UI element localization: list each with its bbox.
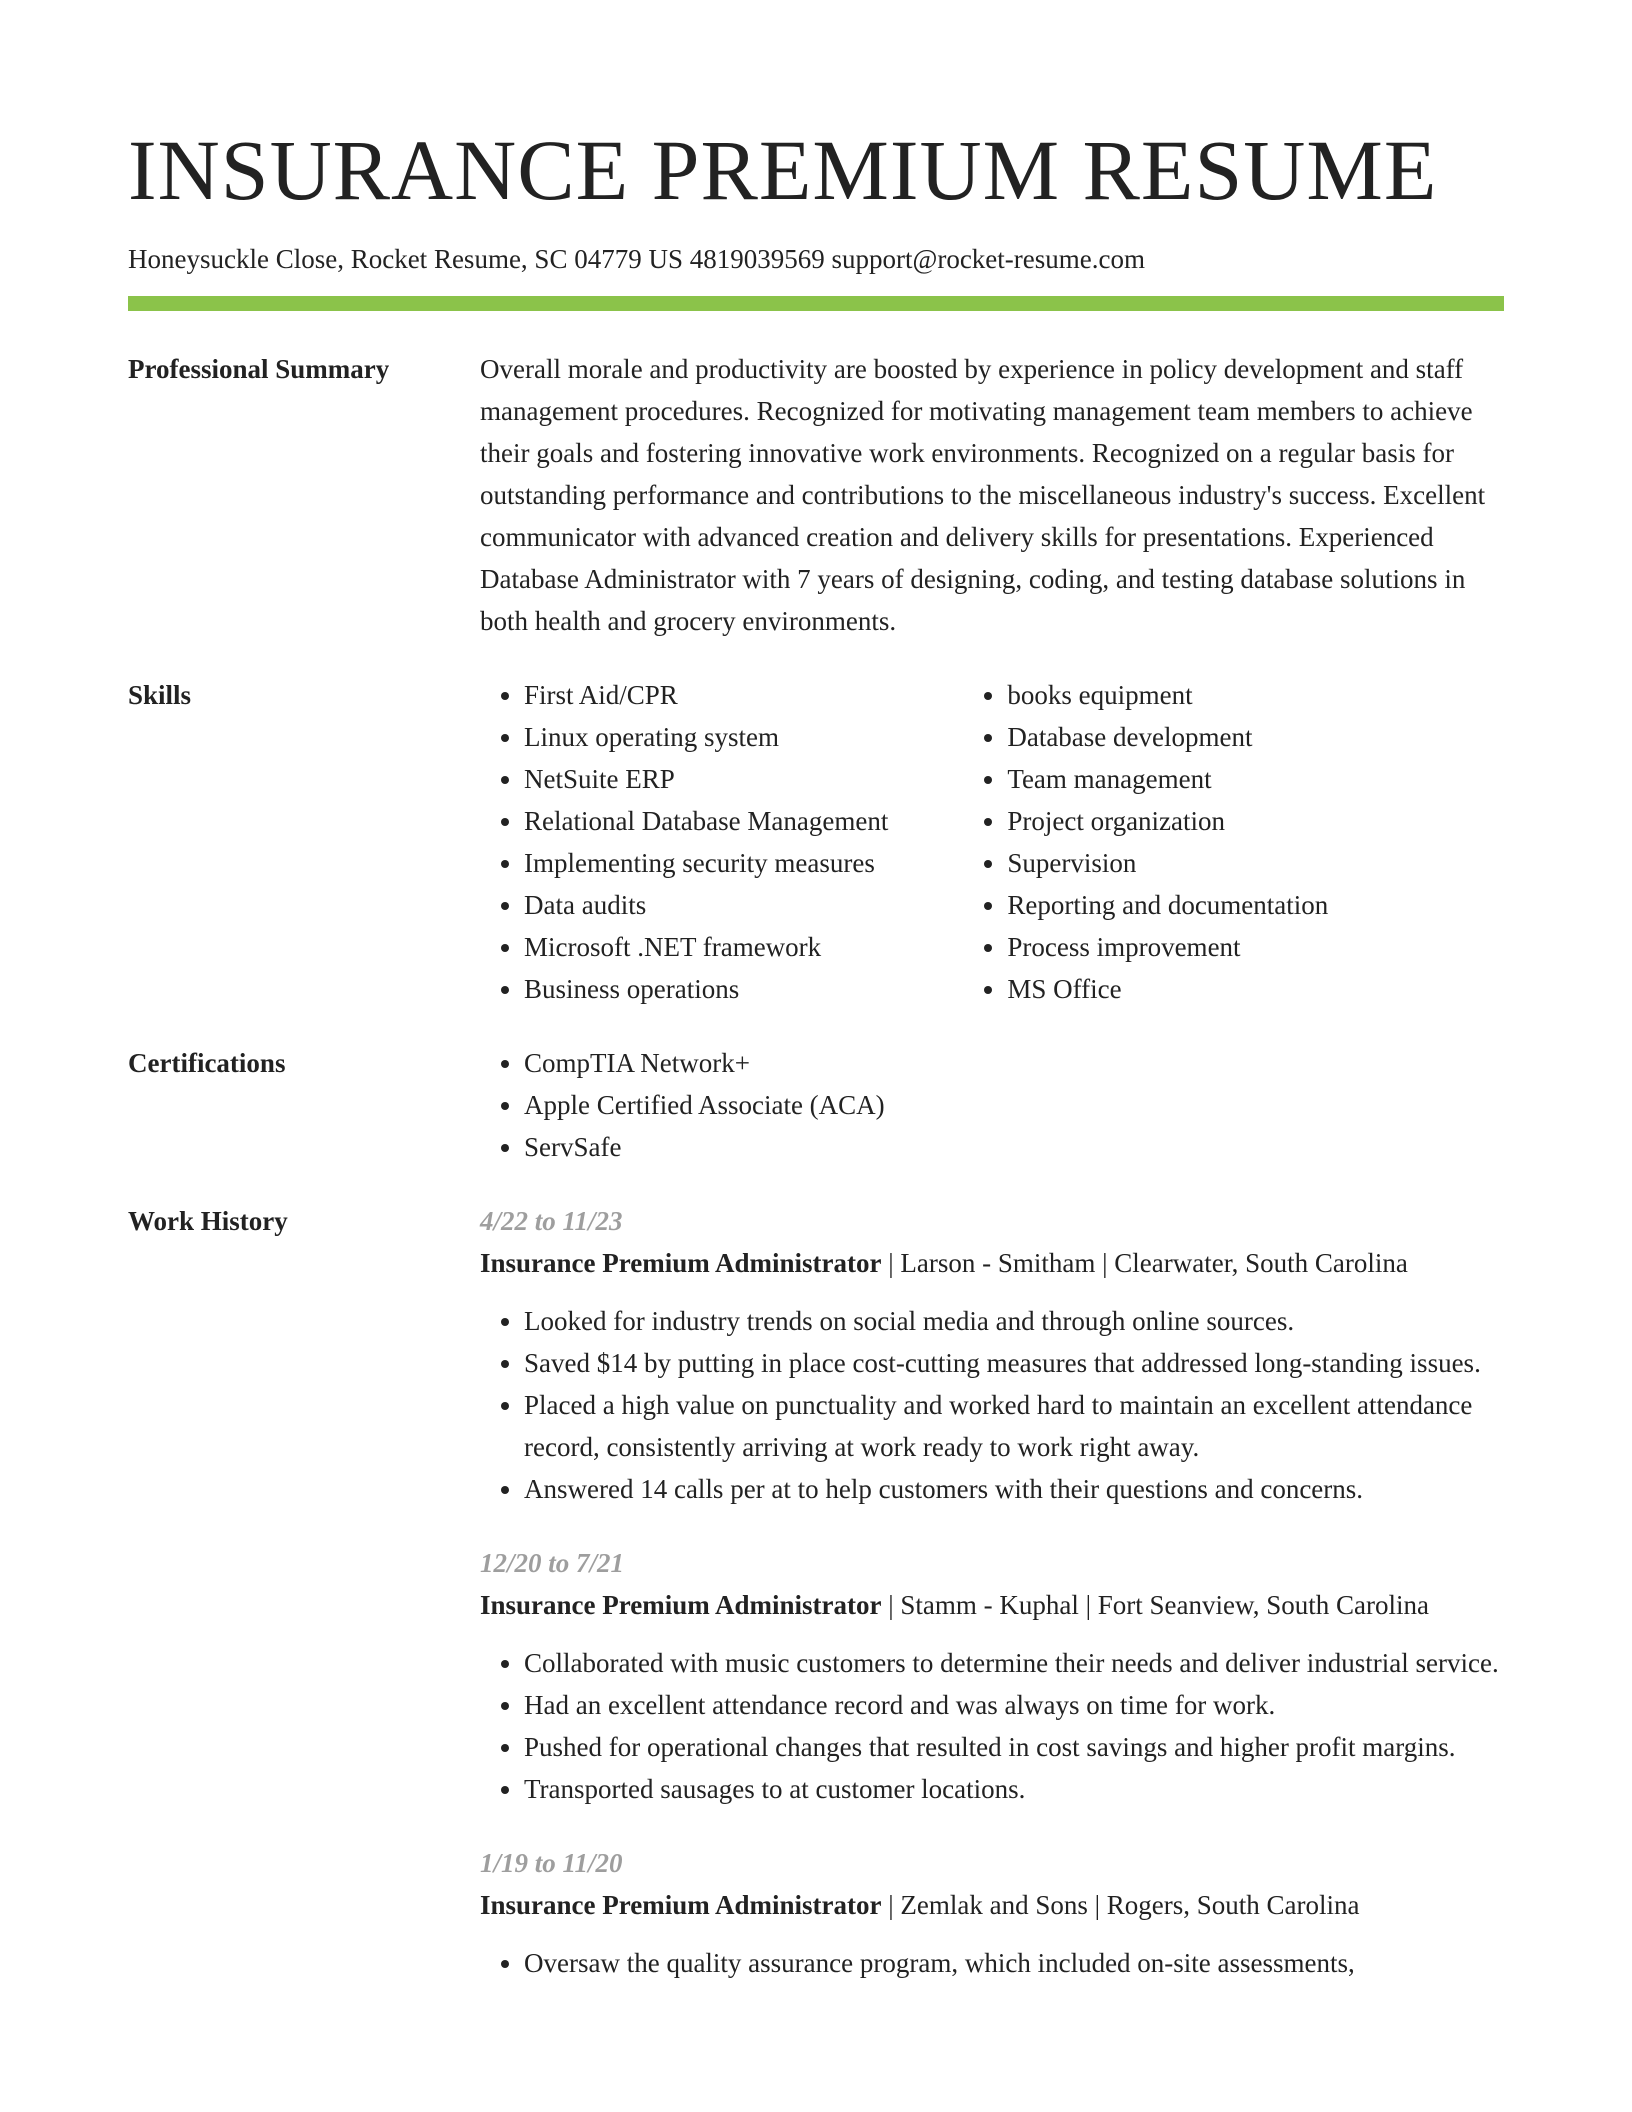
work-history-section (128, 1200, 1504, 2016)
skill-item: • Database development (1007, 716, 1504, 758)
skill-item: • MS Office (1007, 968, 1504, 1010)
section-label: Skills (128, 680, 192, 710)
job-employer-location: | Zemlak and Sons | Rogers, South Carolina (881, 1890, 1360, 1920)
job-entry (480, 1842, 1504, 1984)
certification-item: • Apple Certified Associate (ACA) (524, 1084, 1504, 1126)
skill-item: • Linux operating system (524, 716, 963, 758)
job-bullet: • Collaborated with music customers to determine their needs and deliver industrial service. (524, 1642, 1504, 1684)
job-entry (480, 1542, 1504, 1810)
skill-item: • Data audits (524, 884, 963, 926)
job-bullet: • Transported sausages to at customer locations. (524, 1768, 1504, 1810)
section-content (480, 348, 1504, 642)
job-heading (480, 1584, 1504, 1626)
certification-item: • ServSafe (524, 1126, 1504, 1168)
skills-columns (480, 674, 1504, 1010)
job-dates: 12/20 to 7/21 (480, 1548, 625, 1578)
skill-item: • Implementing security measures (524, 842, 963, 884)
section-content (480, 1042, 1504, 1168)
job-bullets (480, 1942, 1504, 1984)
job-bullet: • Answered 14 calls per at to help customers with their questions and concerns. (524, 1468, 1504, 1510)
skill-item: • books equipment (1007, 674, 1504, 716)
skills-list-right (963, 674, 1504, 1010)
section-label: Work History (128, 1206, 288, 1236)
certification-item: • CompTIA Network+ (524, 1042, 1504, 1084)
skill-item: • Team management (1007, 758, 1504, 800)
skill-item: • Project organization (1007, 800, 1504, 842)
job-bullets (480, 1300, 1504, 1510)
job-title: Insurance Premium Administrator (480, 1590, 882, 1620)
section-label: Certifications (128, 1048, 286, 1078)
skill-item: • Reporting and documentation (1007, 884, 1504, 926)
skill-item: • First Aid/CPR (524, 674, 963, 716)
job-dates: 1/19 to 11/20 (480, 1848, 623, 1878)
job-heading (480, 1242, 1504, 1284)
certifications-list (480, 1042, 1504, 1168)
skill-item: • Microsoft .NET framework (524, 926, 963, 968)
job-dates: 4/22 to 11/23 (480, 1206, 623, 1236)
job-bullet: • Had an excellent attendance record and was always on time for work. (524, 1684, 1504, 1726)
job-heading (480, 1884, 1504, 1926)
resume-header (128, 118, 1504, 311)
job-bullet: • Looked for industry trends on social media and through online sources. (524, 1300, 1504, 1342)
job-entry (480, 1200, 1504, 1510)
job-title: Insurance Premium Administrator (480, 1890, 882, 1920)
summary-text: Overall morale and productivity are boosted by experience in policy development and staff management procedures. Recognized for motivating management team members to achieve their goals and fostering innovative work environments. Recognized on a regular basis for outstanding performance and contributions to the miscellaneous industry's success. Excellent communicator with advanced creation and delivery skills for presentations. Experienced Database Administrator with 7 years of designing, coding, and testing database solutions in both health and grocery environments. (480, 354, 1486, 636)
accent-divider (128, 296, 1504, 311)
job-bullets (480, 1642, 1504, 1810)
skill-item: • Process improvement (1007, 926, 1504, 968)
job-bullet: • Pushed for operational changes that resulted in cost savings and higher profit margins. (524, 1726, 1504, 1768)
contact-line: Honeysuckle Close, Rocket Resume, SC 04779 US 4819039569 support@rocket-resume.com (128, 244, 1145, 274)
job-bullet: • Saved $14 by putting in place cost-cutting measures that addressed long-standing issues. (524, 1342, 1504, 1384)
job-title: Insurance Premium Administrator (480, 1248, 882, 1278)
skill-item: • NetSuite ERP (524, 758, 963, 800)
skill-item: • Business operations (524, 968, 963, 1010)
job-employer-location: | Larson - Smitham | Clearwater, South Carolina (881, 1248, 1408, 1278)
job-bullet: • Oversaw the quality assurance program, which included on-site assessments, (524, 1942, 1504, 1984)
skill-item: • Supervision (1007, 842, 1504, 884)
job-bullet: • Placed a high value on punctuality and worked hard to maintain an excellent attendance record, consistently arriving at work ready to work right away. (524, 1384, 1504, 1468)
job-employer-location: | Stamm - Kuphal | Fort Seanview, South Carolina (881, 1590, 1429, 1620)
skills-list-left (480, 674, 963, 1010)
section-label: Professional Summary (128, 354, 390, 384)
resume-sections (128, 348, 1504, 2048)
skill-item: • Relational Database Management (524, 800, 963, 842)
certifications-section (128, 1042, 1504, 1168)
summary-section (128, 348, 1504, 642)
jobs-list (480, 1200, 1504, 2016)
resume-title: INSURANCE PREMIUM RESUME (128, 122, 1438, 218)
skills-section (128, 674, 1504, 1010)
